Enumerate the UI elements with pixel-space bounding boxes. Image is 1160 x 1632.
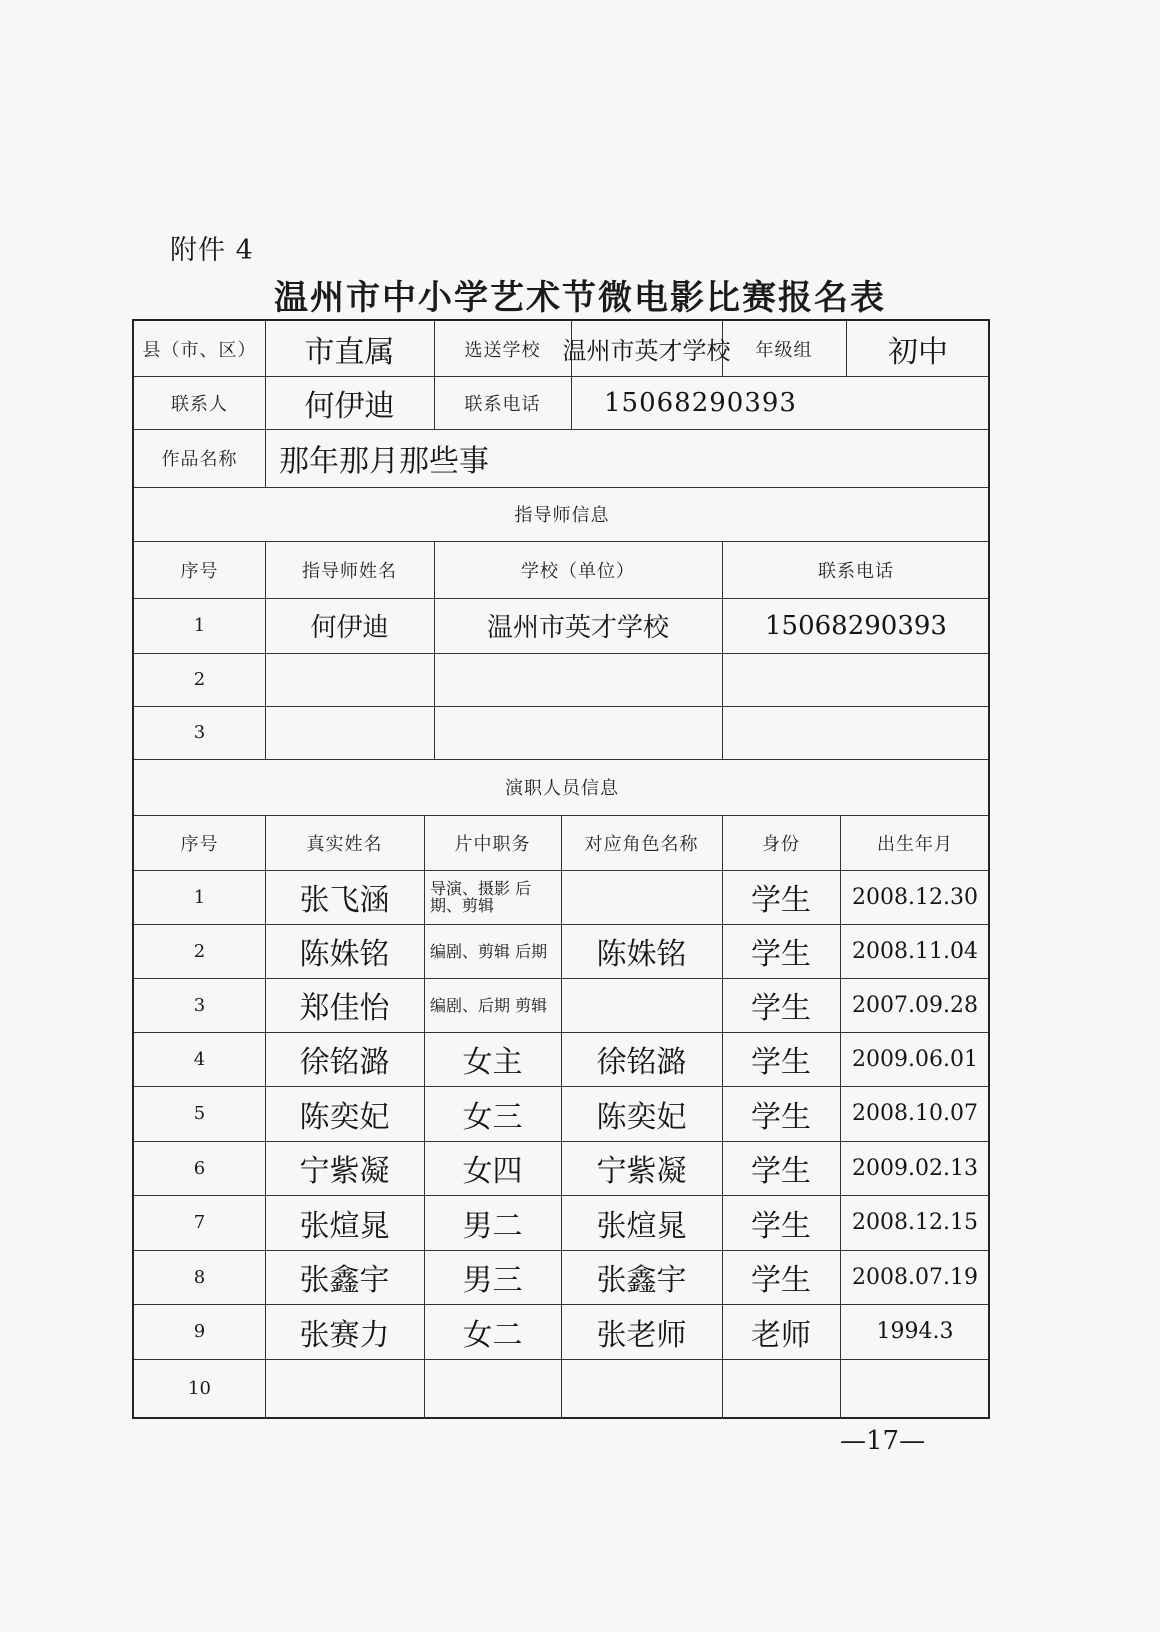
crew-row-name: 张赛力	[299, 1317, 390, 1353]
crew-header-birth: 出生年月	[877, 833, 953, 855]
contact-label: 联系人	[171, 393, 228, 415]
crew-row-birth: 2008.12.30	[852, 884, 978, 910]
advisor-row-name: 何伊迪	[310, 613, 389, 643]
crew-row-no: 4	[193, 1048, 206, 1070]
school-label: 选送学校	[464, 339, 541, 361]
crew-row-birth: 2008.12.15	[852, 1210, 978, 1235]
advisor-row-school: 温州市英才学校	[486, 613, 669, 643]
advisor-row-no: 1	[193, 615, 206, 636]
county-label: 县（市、区）	[142, 339, 257, 361]
crew-section-title: 演职人员信息	[505, 778, 619, 799]
phone-label: 联系电话	[464, 393, 541, 415]
crew-row-role: 陈奕妃	[596, 1099, 687, 1135]
crew-row-identity: 学生	[751, 1099, 811, 1135]
crew-row-birth: 2008.11.04	[852, 938, 978, 964]
crew-row-role	[561, 870, 722, 924]
grade-value: 初中	[888, 334, 948, 370]
work-label: 作品名称	[161, 449, 238, 470]
advisor-header-school: 学校（单位）	[521, 560, 635, 582]
form-title: 温州市中小学艺术节微电影比赛报名表	[274, 278, 886, 318]
advisor-header-name: 指导师姓名	[302, 560, 397, 582]
crew-row-role: 徐铭潞	[596, 1045, 687, 1080]
crew-row-duty: 女主	[462, 1045, 523, 1080]
crew-row-identity: 学生	[751, 1208, 811, 1244]
attachment-label: 附件 4	[170, 235, 254, 266]
crew-row-birth: 2009.06.01	[852, 1046, 978, 1072]
crew-header-no: 序号	[180, 833, 219, 855]
crew-row-identity: 学生	[751, 1154, 811, 1189]
crew-row-identity: 学生	[751, 1045, 811, 1080]
county-value: 市直属	[304, 334, 395, 370]
crew-row-name: 郑佳怡	[299, 991, 390, 1026]
crew-row-name: 陈姝铭	[299, 937, 390, 972]
crew-row-birth: 2007.09.28	[852, 992, 978, 1018]
crew-row-role: 张鑫宇	[596, 1263, 687, 1298]
page-number: —17—	[840, 1426, 926, 1456]
crew-row-name: 张飞涵	[299, 883, 390, 918]
crew-row-duty: 编剧、剪辑 后期	[430, 941, 548, 961]
crew-row-name: 张鑫宇	[299, 1263, 390, 1298]
crew-row-birth: 2008.07.19	[852, 1264, 978, 1290]
crew-row-no: 7	[193, 1212, 206, 1233]
crew-row-name: 陈奕妃	[299, 1099, 390, 1135]
crew-row-no: 8	[193, 1266, 206, 1288]
crew-row-identity: 老师	[751, 1317, 811, 1353]
crew-row-name: 张煊晁	[299, 1208, 390, 1244]
crew-row-identity: 学生	[751, 937, 811, 972]
crew-row-no: 10	[188, 1377, 211, 1399]
crew-row-role: 张煊晁	[596, 1208, 687, 1244]
crew-row-no: 1	[193, 886, 206, 908]
crew-row-duty: 女三	[462, 1099, 523, 1135]
crew-row-duty: 男三	[462, 1263, 523, 1298]
crew-row-duty: 女二	[462, 1317, 523, 1353]
crew-header-role: 对应角色名称	[584, 833, 699, 855]
crew-row-duty: 编剧、后期 剪辑	[430, 995, 548, 1015]
crew-row-no: 3	[193, 994, 206, 1016]
advisor-row-no: 2	[193, 669, 206, 690]
crew-row-birth: 2008.10.07	[852, 1101, 978, 1126]
crew-row-no: 9	[193, 1321, 206, 1342]
school-value: 温州市英才学校	[562, 337, 731, 365]
work-value: 那年那月那些事	[279, 444, 489, 479]
crew-row-duty: 男二	[462, 1208, 523, 1244]
phone-value: 15068290393	[604, 387, 797, 418]
advisor-section-title: 指导师信息	[514, 505, 610, 526]
crew-row-role	[561, 978, 722, 1032]
grade-label: 年级组	[755, 339, 813, 361]
crew-row-no: 2	[193, 940, 206, 962]
crew-row-birth: 1994.3	[876, 1319, 954, 1344]
crew-header-duty: 片中职务	[454, 833, 531, 855]
crew-header-name: 真实姓名	[306, 833, 383, 855]
crew-row-no: 5	[193, 1103, 206, 1124]
crew-row-role: 张老师	[596, 1317, 687, 1353]
crew-row-role: 宁紫凝	[596, 1154, 687, 1189]
crew-row-duty: 女四	[462, 1154, 523, 1189]
advisor-row-phone: 15068290393	[765, 610, 947, 641]
crew-row-name: 宁紫凝	[299, 1154, 390, 1189]
crew-row-no: 6	[193, 1157, 206, 1179]
crew-row-identity: 学生	[751, 991, 811, 1026]
crew-row-birth: 2009.02.13	[852, 1155, 978, 1181]
crew-row-name: 徐铭潞	[299, 1045, 390, 1080]
crew-header-identity: 身份	[762, 833, 800, 855]
crew-row-identity: 学生	[751, 1263, 811, 1298]
crew-row-duty: 导演、摄影 后期、剪辑	[430, 879, 532, 915]
registration-form	[132, 319, 990, 1419]
crew-row-identity: 学生	[751, 883, 811, 918]
advisor-row-no: 3	[193, 722, 206, 743]
advisor-header-phone: 联系电话	[818, 560, 894, 582]
advisor-header-no: 序号	[180, 560, 219, 582]
crew-row-role: 陈姝铭	[596, 937, 687, 972]
contact-value: 何伊迪	[304, 388, 395, 424]
